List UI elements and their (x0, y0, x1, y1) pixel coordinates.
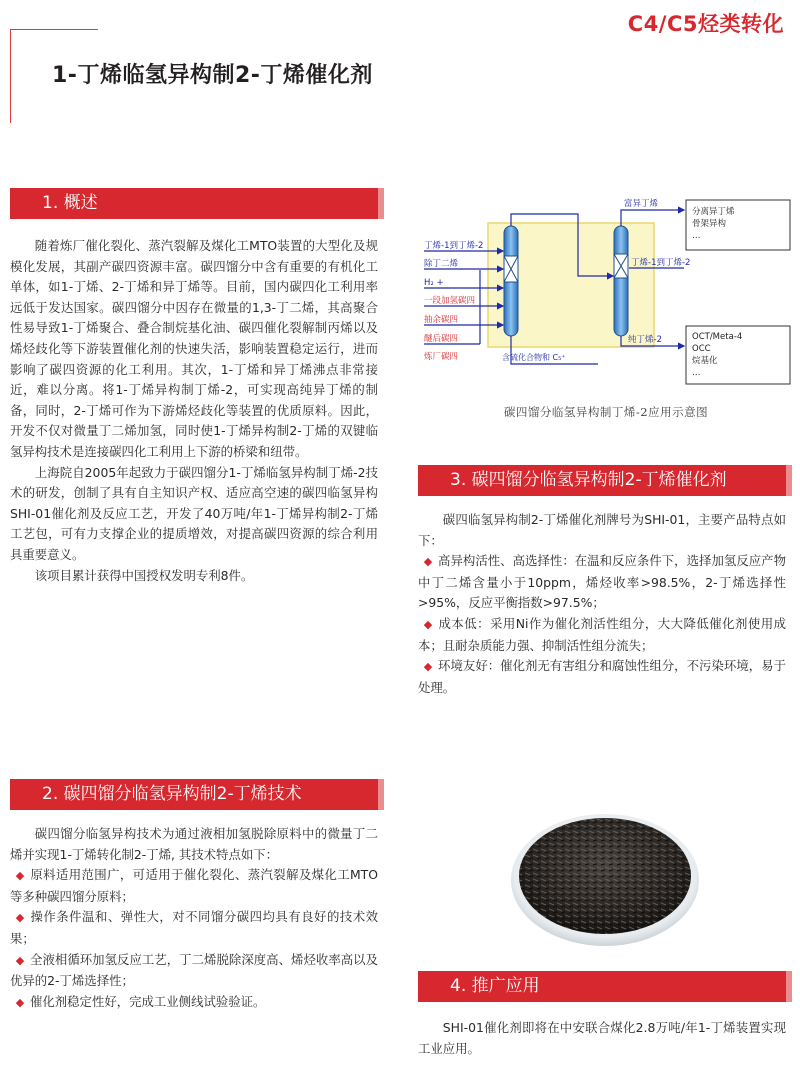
section-heading-technology: 2. 碳四馏分临氢异构制2-丁烯技术 (10, 779, 378, 810)
bullet-item (10, 950, 378, 992)
bullet-item (10, 907, 378, 949)
downstream-item: … (692, 231, 701, 241)
frame-line-horizontal (10, 29, 98, 30)
diamond-bullet-icon: ◆ (15, 911, 25, 925)
product-label-isobutene: 富异丁烯 (624, 199, 659, 209)
downstream-item: … (692, 368, 701, 378)
diamond-bullet-icon: ◆ (15, 953, 25, 967)
overview-paragraph: 该项目累计获得中国授权发明专利8件。 (34, 567, 254, 583)
catalyst-grain-texture (519, 818, 691, 934)
overview-paragraph: 上海院自2005年起致力于碳四馏分1-丁烯临氢异构制丁烯-2技术的研发，创制了具有自主知识产权、适应高空速的碳四临氢异构SHI-01催化剂及反应工艺，开发了40万吨/年1-丁烯异构制2-丁烯工艺包，可有力支撑企业的提质增效，对提高碳四资源的综合利用具重要意义。 (10, 464, 378, 562)
downstream-item: 分离异丁烯 (692, 207, 735, 217)
product-label-recycle: 丁烯-1到丁烯-2 (631, 258, 691, 268)
downstream-item: 烷基化 (692, 356, 718, 366)
feed-label: 除丁二烯 (424, 259, 459, 269)
section-heading-application: 4. 推广应用 (418, 971, 786, 1002)
bullet-item (10, 992, 378, 1014)
downstream-item: OCC (692, 344, 711, 354)
bullet-item (10, 865, 378, 907)
technology-intro: 碳四馏分临氢异构技术为通过液相加氢脱除原料中的微量丁二烯并实现1-丁烯转化制2-丁烯, 其技术特点如下： (10, 826, 378, 862)
feed-label: 一段加氢碳四 (424, 296, 476, 306)
application-paragraph: SHI-01催化剂即将在中安联合煤化2.8万吨/年1-丁烯装置实现工业应用。 (418, 1020, 786, 1056)
feed-label: H₂ + (424, 278, 444, 288)
frame-line-vertical (10, 29, 11, 123)
category-label: C4/C5烃类转化 (627, 12, 784, 36)
bullet-text: 催化剂稳定性好，完成工业侧线试验验证。 (30, 993, 266, 1009)
diamond-bullet-icon: ◆ (15, 995, 25, 1009)
diagram-caption: 碳四馏分临氢异构制丁烯-2应用示意图 (503, 405, 709, 419)
document-title: 1-丁烯临氢异构制2-丁烯催化剂 (52, 63, 373, 88)
catalyst-text (418, 510, 786, 698)
bullet-text: 成本低：采用Ni作为催化剂活性组分，大大降低催化剂使用成本；且耐杂质能力强、抑制活性组分流失； (418, 615, 786, 653)
diamond-bullet-icon: ◆ (15, 869, 25, 883)
feed-label: 抽余碳四 (424, 315, 459, 325)
diamond-bullet-icon: ◆ (423, 660, 433, 674)
bullet-item (418, 614, 786, 656)
overview-text (10, 236, 378, 586)
section-heading-catalyst: 3. 碳四馏分临氢异构制2-丁烯催化剂 (418, 465, 786, 496)
reactor-column-2 (614, 226, 628, 336)
bullet-text: 环境友好：催化剂无有害组分和腐蚀性组分，不污染环境，易于处理。 (418, 658, 786, 695)
section-heading-overview: 1. 概述 (10, 188, 378, 219)
downstream-item: 骨架异构 (692, 219, 727, 229)
catalyst-intro: 碳四临氢异构制2-丁烯催化剂牌号为SHI-01，主要产品特点如下： (418, 512, 786, 548)
feed-label: 醚后碳四 (424, 334, 459, 344)
feed-label: 丁烯-1到丁烯-2 (424, 241, 484, 251)
feed-label: 炼厂碳四 (424, 352, 459, 362)
technology-text (10, 824, 378, 1013)
overview-paragraph: 随着炼厂催化裂化、蒸汽裂解及煤化工MTO装置的大型化及规模化发展，其副产碳四资源丰富。碳四馏分中含有重要的有机化工单体，如1-丁烯、2-丁烯和异丁烯等。目前，国内碳四化工利用率远低于发达国家。碳四馏分中因存在微量的1,3-丁二烯，其高聚合性易导致1-丁烯聚合、叠合制烷基化油、碳四催化裂解制丙烯以及烯烃歧化等下游装置催化剂的快速失活，影响装置稳定运行，进而影响了碳四资源的化工利用。其次，1-丁烯和异丁烯沸点非常接近，难以分离。将1-丁烯异构制丁烯-2，可实现高纯异丁烯的制备，同时，2-丁烯可作为下游烯烃歧化等装置的优质原料。因此，开发不仅对微量丁二烯加氢，同时使1-丁烯异构制2-丁烯的双键临氢异构技术是连接碳四化工利用上下游的桥梁和纽带。 (10, 238, 378, 459)
bullet-text: 操作条件温和、弹性大，对不同馏分碳四均具有良好的技术效果； (10, 909, 378, 946)
bullet-item (418, 551, 786, 614)
catalyst-photo (509, 800, 701, 950)
heavy-product-label: 含硫化合物和 C₅⁺ (502, 353, 566, 362)
application-text (418, 1018, 786, 1059)
bullet-text: 原料适用范围广，可适用于催化裂化、蒸汽裂解及煤化工MTO等多种碳四馏分原料； (10, 867, 378, 904)
diamond-bullet-icon: ◆ (423, 617, 433, 631)
product-label-butene2: 纯丁烯-2 (628, 335, 662, 345)
diamond-bullet-icon: ◆ (423, 555, 433, 569)
process-diagram (418, 196, 794, 392)
bullet-text: 高异构活性、高选择性：在温和反应条件下，选择加氢反应产物中丁二烯含量小于10ppm，烯烃收率>98.5%，2-丁烯选择性>95%，反应平衡指数>97.5%； (418, 553, 786, 611)
downstream-item: OCT/Meta-4 (692, 332, 743, 342)
bullet-text: 全液相循环加氢反应工艺，丁二烯脱除深度高、烯烃收率高以及优异的2-丁烯选择性； (10, 951, 378, 989)
bullet-item (418, 656, 786, 698)
